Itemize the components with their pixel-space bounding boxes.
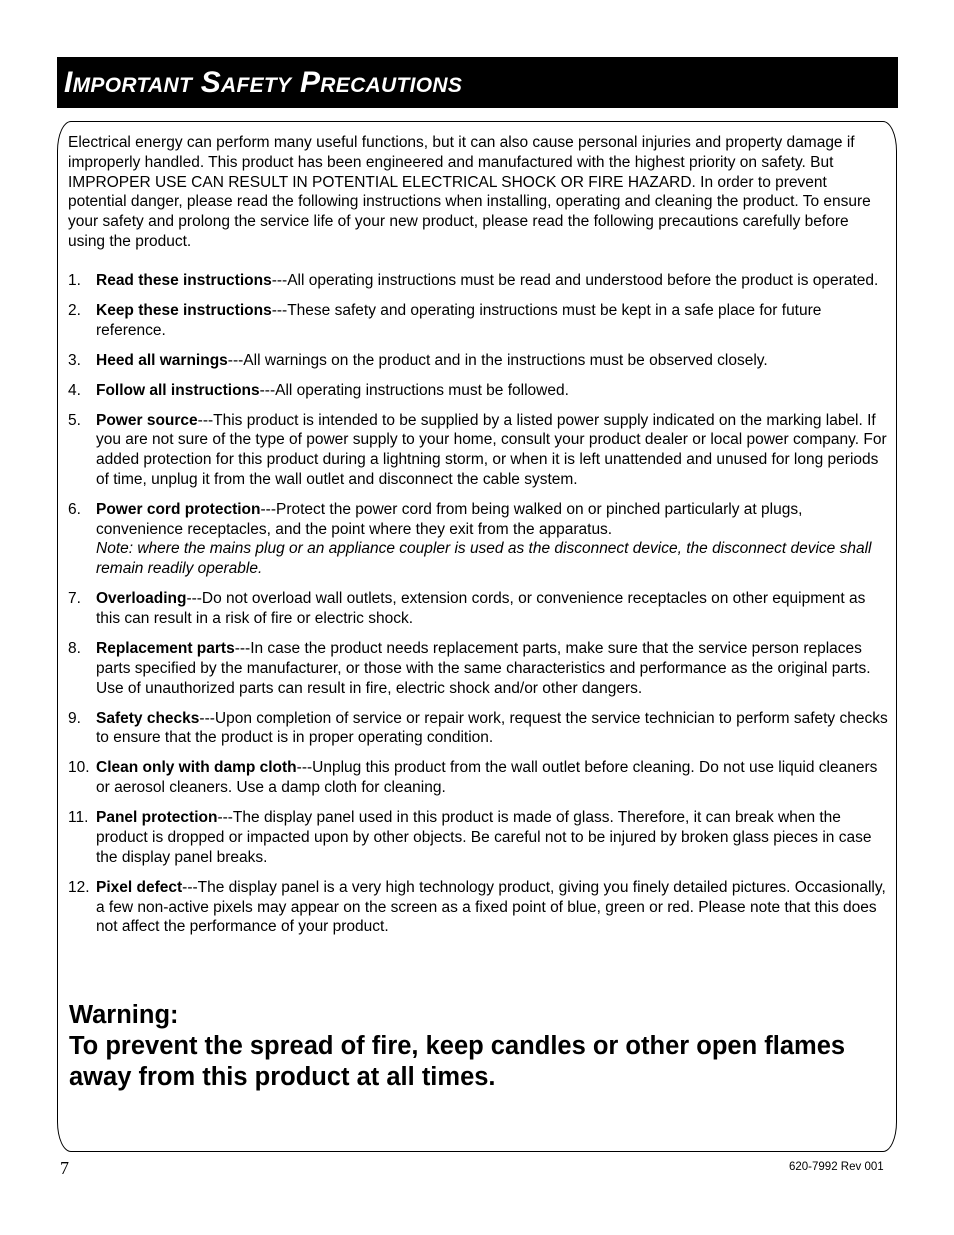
item-text: ---Do not overload wall outlets, extension cords, or convenience receptacles on other equipment as this can result in a risk of fire or electric shock. [96,590,866,628]
item-note: Note: where the mains plug or an appliance coupler is used as the disconnect device, the disconnect device shall remain readily operable. [96,540,872,578]
document-code: 620-7992 Rev 001 [789,1161,884,1173]
item-number: 8. [68,640,81,658]
item-term: Safety checks [96,709,200,727]
item-number: 10. [68,759,90,777]
item-term: Pixel defect [96,878,183,896]
item-number: 9. [68,709,81,727]
item-term: Read these instructions [96,271,272,289]
item-number: 3. [68,351,81,369]
item-text: ---Upon completion of service or repair work, request the service technician to perform safety checks to ensure that the product is in proper operating condition. [96,709,888,747]
page-title: Important Safety Precautions [64,66,463,99]
warning-text: To prevent the spread of fire, keep candles or other open flames away from this product at all times. [69,1032,846,1091]
item-term: Panel protection [96,809,218,827]
item-text: ---Protect the power cord from being walked on or pinched particularly at plugs, convenience receptacles, and the point where they exit from the apparatus. [96,500,803,538]
precaution-item [68,271,888,291]
item-number: 11. [68,809,89,827]
item-text: ---The display panel used in this product is made of glass. Therefore, it can break when the product is dropped or impacted upon by other objects. Be careful not to be injured by broken glass pieces in case the display panel breaks. [96,809,872,866]
item-text: ---These safety and operating instructions must be kept in a safe place for future reference. [96,301,822,339]
page-number: 7 [60,1158,69,1178]
item-text: ---All warnings on the product and in the instructions must be observed closely. [227,351,768,369]
item-number: 2. [68,301,81,319]
item-text: ---The display panel is a very high technology product, giving you finely detailed pictures. Occasionally, a few non-active pixels may appear on the screen as a fixed point of blue, green or red. Please note that this does not affect the performance of your product. [96,878,886,936]
title-bar [57,57,898,108]
item-term: Replacement parts [96,640,235,658]
fire-warning [69,1000,889,1093]
item-text: ---All operating instructions must be followed. [259,381,569,399]
item-number: 5. [68,411,81,429]
precaution-item [68,500,888,579]
precautions-content [68,133,888,947]
item-text: ---This product is intended to be supplied by a listed power supply indicated on the marking label. If you are not sure of the type of power supply to your home, consult your product dealer or local power company. For added protection for this product during a lightning storm, or when it is left unattended and unused for long periods of time, unplug it from the wall outlet and disconnect the cable system. [96,411,887,488]
item-term: Heed all warnings [96,351,228,369]
precaution-item [68,639,888,698]
item-number: 12. [68,878,90,896]
precaution-item [68,808,888,867]
precaution-item [68,878,888,937]
precaution-item [68,709,888,749]
precaution-item [68,381,888,401]
item-term: Power source [96,411,198,429]
intro-paragraph: Electrical energy can perform many useful functions, but it can also cause personal injuries and property damage if improperly handled. This product has been engineered and manufactured with the highest priority on safety. But IMPROPER USE CAN RESULT IN POTENTIAL ELECTRICAL SHOCK OR FIRE HAZARD. In order to prevent potential danger, please read the following instructions when installing, operating and cleaning the product. To ensure your safety and prolong the service life of your new product, please read the following precautions carefully before using the product. [68,134,871,250]
item-term: Overloading [96,590,187,608]
item-term: Clean only with damp cloth [96,759,297,777]
item-number: 1. [68,271,81,289]
item-term: Power cord protection [96,500,261,518]
item-text: ---In case the product needs replacement parts, make sure that the service person replaces parts specified by the manufacturer, or those with the same characteristics and performance as the original parts. Use of unauthorized parts can result in fire, electric shock and/or other dangers. [96,640,871,697]
precaution-item [68,589,888,629]
precaution-item [68,411,888,490]
item-number: 4. [68,381,81,399]
precautions-list [68,271,888,937]
precaution-item [68,351,888,371]
item-text: ---All operating instructions must be read and understood before the product is operated. [271,271,879,289]
precaution-item [68,301,888,341]
item-number: 7. [68,590,81,608]
item-term: Follow all instructions [96,381,260,399]
item-text: ---Unplug this product from the wall outlet before cleaning. Do not use liquid cleaners or aerosol cleaners. Use a damp cloth for cleaning. [96,759,878,797]
item-term: Keep these instructions [96,301,272,319]
warning-title: Warning: [69,1001,179,1029]
precaution-item [68,758,888,798]
item-number: 6. [68,500,81,518]
